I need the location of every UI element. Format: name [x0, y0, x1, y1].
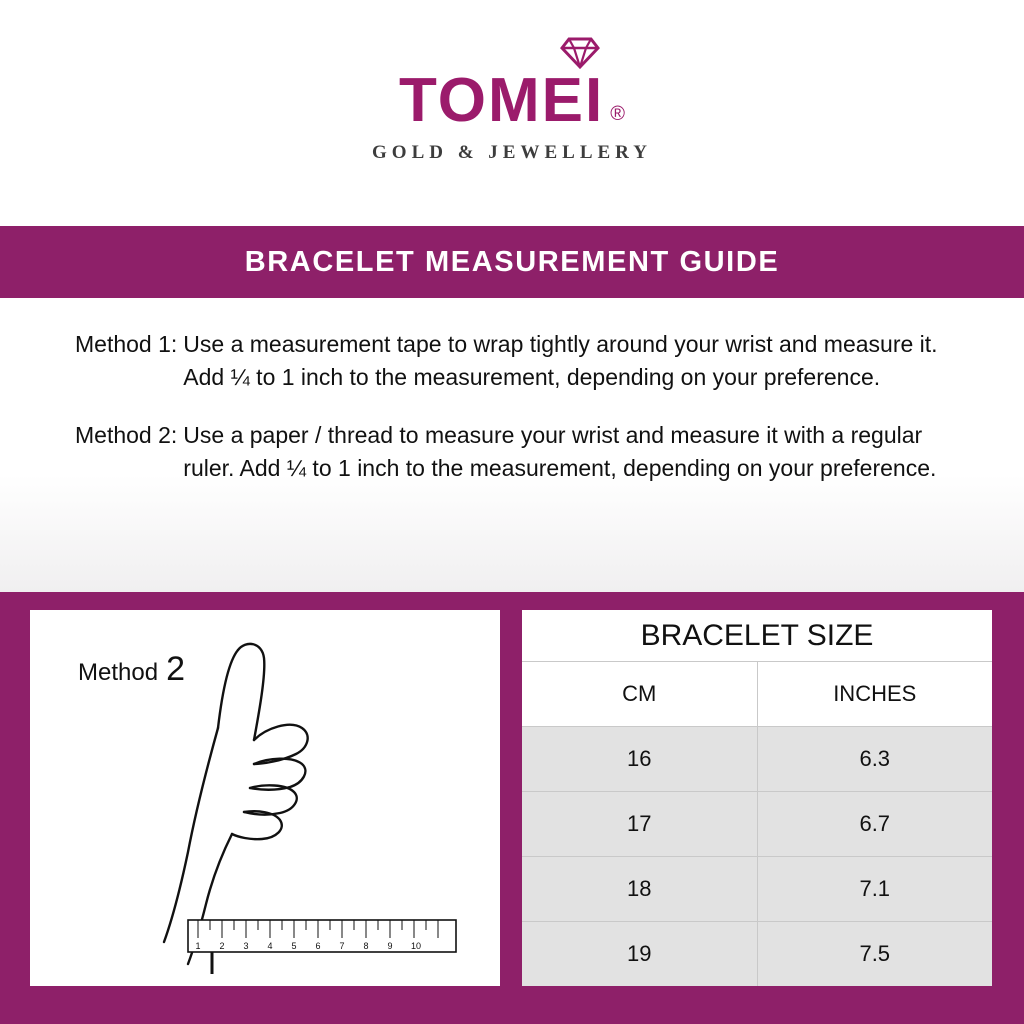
table-row	[522, 922, 992, 987]
svg-text:6: 6	[315, 941, 321, 951]
size-table-title: BRACELET SIZE	[522, 610, 992, 662]
illustration-caption-number: 2	[166, 650, 185, 688]
brand-tagline: GOLD & JEWELLERY	[372, 142, 652, 163]
svg-text:10: 10	[410, 941, 422, 951]
page-title: BRACELET MEASUREMENT GUIDE	[244, 245, 780, 278]
method-1-block	[75, 328, 954, 393]
table-row	[522, 857, 992, 922]
svg-text:2: 2	[219, 941, 225, 951]
cell-cm: 17	[522, 792, 757, 857]
logo-row	[399, 66, 625, 135]
hand-with-ruler-illustration	[150, 632, 480, 982]
cell-cm: 18	[522, 857, 757, 922]
diamond-icon	[559, 36, 601, 70]
method-2-text: Use a paper / thread to measure your wrist and measure it with a regular ruler. Add ¼ to 1 inch to the measurement, depending on your preference.	[183, 422, 937, 481]
svg-text:3: 3	[243, 941, 249, 951]
svg-text:1: 1	[195, 941, 201, 951]
cell-cm: 16	[522, 727, 757, 792]
bottom-panel	[0, 592, 1024, 1024]
table-row	[522, 792, 992, 857]
registered-mark: ®	[610, 103, 625, 125]
cell-inches: 6.7	[757, 792, 992, 857]
column-header-inches: INCHES	[757, 662, 992, 727]
svg-text:9: 9	[387, 941, 393, 951]
illustration-card	[30, 610, 500, 986]
svg-text:4: 4	[267, 941, 273, 951]
cell-inches: 7.5	[859, 941, 891, 966]
svg-text:7: 7	[339, 941, 345, 951]
table-header-row	[522, 662, 992, 727]
brand-wordmark: TOMEI	[399, 66, 605, 135]
cell-inches: 7.1	[757, 857, 992, 922]
svg-text:5: 5	[291, 941, 297, 951]
size-table-card	[522, 610, 992, 986]
method-2-block	[75, 419, 954, 484]
size-table	[522, 662, 992, 986]
methods-section	[0, 298, 1024, 592]
ruler	[188, 920, 456, 974]
column-header-cm: CM	[522, 662, 757, 727]
method-1-label: Method 1:	[75, 331, 178, 357]
cell-cm: 19	[522, 922, 757, 987]
brand-header	[0, 0, 1024, 226]
table-row	[522, 727, 992, 792]
method-1-text: Use a measurement tape to wrap tightly around your wrist and measure it. Add ¼ to 1 inch to the measurement, depending on your preference.	[183, 331, 938, 390]
svg-text:8: 8	[363, 941, 369, 951]
cell-inches: 6.3	[757, 727, 992, 792]
illustration-caption-word: Method	[78, 659, 159, 686]
guide-title-bar	[0, 226, 1024, 298]
method-2-label: Method 2:	[75, 422, 178, 449]
